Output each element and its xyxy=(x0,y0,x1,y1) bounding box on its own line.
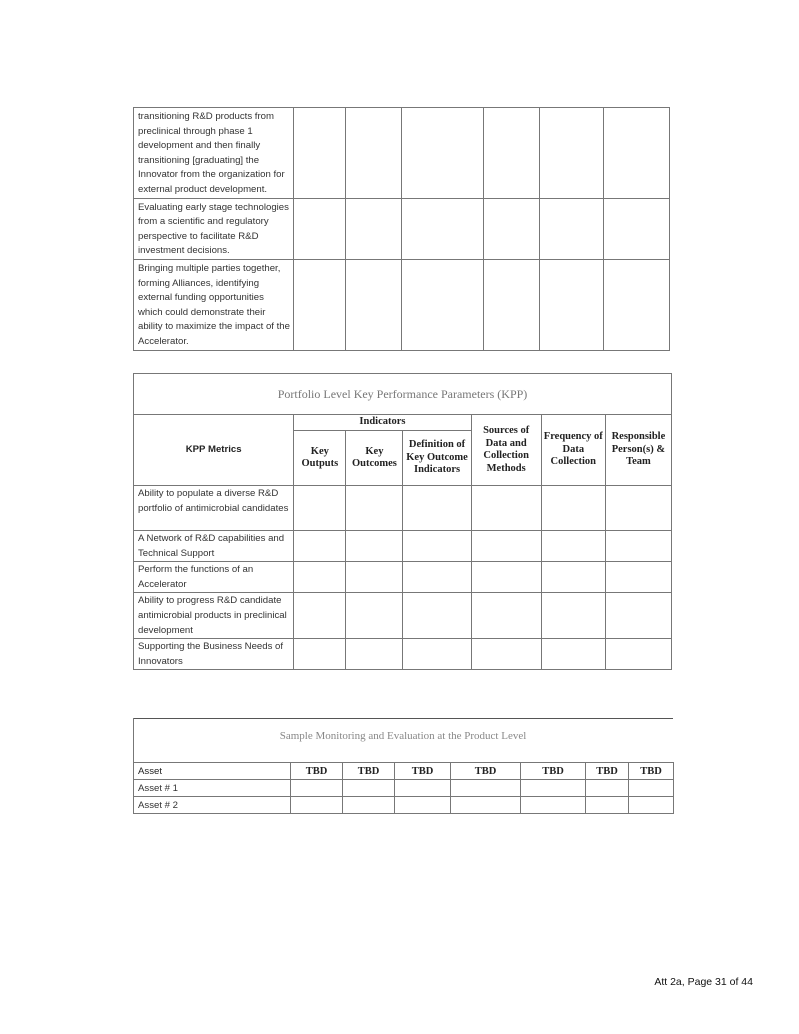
page-footer: Att 2a, Page 31 of 44 xyxy=(654,976,753,988)
product-level-table-section xyxy=(133,718,673,814)
kpp-table-title: Portfolio Level Key Performance Parameters (KPP) xyxy=(133,373,672,414)
product-level-table xyxy=(133,762,674,814)
table-row xyxy=(134,593,672,639)
table-row xyxy=(134,486,672,531)
table-row xyxy=(134,780,674,797)
tbd-header: TBD xyxy=(343,763,395,780)
kpp-metric: Perform the functions of an Accelerator xyxy=(134,562,294,593)
kpp-metric: Ability to populate a diverse R&D portfolio of antimicrobial candidates xyxy=(134,486,294,531)
kpp-metric: Supporting the Business Needs of Innovators xyxy=(134,639,294,670)
kpp-metrics-header: KPP Metrics xyxy=(134,415,294,486)
tbd-header: TBD xyxy=(451,763,521,780)
table-row xyxy=(134,797,674,814)
definition-header: Definition of Key Outcome Indicators xyxy=(403,431,471,486)
frequency-header: Frequency of Data Collection xyxy=(541,415,605,486)
asset-header: Asset xyxy=(134,763,291,780)
responsible-header: Responsible Person(s) & Team xyxy=(605,415,671,486)
asset-label: Asset # 2 xyxy=(134,797,291,814)
table-row xyxy=(134,108,670,199)
kpp-metric: A Network of R&D capabilities and Technical Support xyxy=(134,531,294,562)
kpp-table-section xyxy=(133,373,672,665)
key-outcomes-header: Key Outcomes xyxy=(346,431,403,486)
table-row xyxy=(134,531,672,562)
table-row xyxy=(134,198,670,259)
tbd-header: TBD xyxy=(629,763,674,780)
table-cell: transitioning R&D products from preclinical through phase 1 development and then finally transitioning [graduating] the Innovator from the organization for external product development. xyxy=(134,108,294,199)
table-row xyxy=(134,562,672,593)
table-row xyxy=(134,259,670,350)
indicators-header: Indicators xyxy=(294,415,471,431)
key-outputs-header: Key Outputs xyxy=(294,431,346,486)
product-level-table-title: Sample Monitoring and Evaluation at the Product Level xyxy=(279,730,527,742)
table-row xyxy=(134,639,672,670)
tbd-header: TBD xyxy=(395,763,451,780)
capabilities-table-continued xyxy=(133,107,670,351)
sources-header: Sources of Data and Collection Methods xyxy=(471,415,541,486)
asset-label: Asset # 1 xyxy=(134,780,291,797)
tbd-header: TBD xyxy=(521,763,586,780)
table-cell: Bringing multiple parties together, forming Alliances, identifying external funding opportunities which could demonstrate their ability to maximize the impact of the Accelerator. xyxy=(134,259,294,350)
tbd-header: TBD xyxy=(291,763,343,780)
divider xyxy=(133,718,673,719)
table-cell: Evaluating early stage technologies from a scientific and regulatory perspective to facilitate R&D investment decisions. xyxy=(134,198,294,259)
tbd-header: TBD xyxy=(586,763,629,780)
kpp-metric: Ability to progress R&D candidate antimicrobial products in preclinical development xyxy=(134,593,294,639)
kpp-table xyxy=(133,414,672,670)
